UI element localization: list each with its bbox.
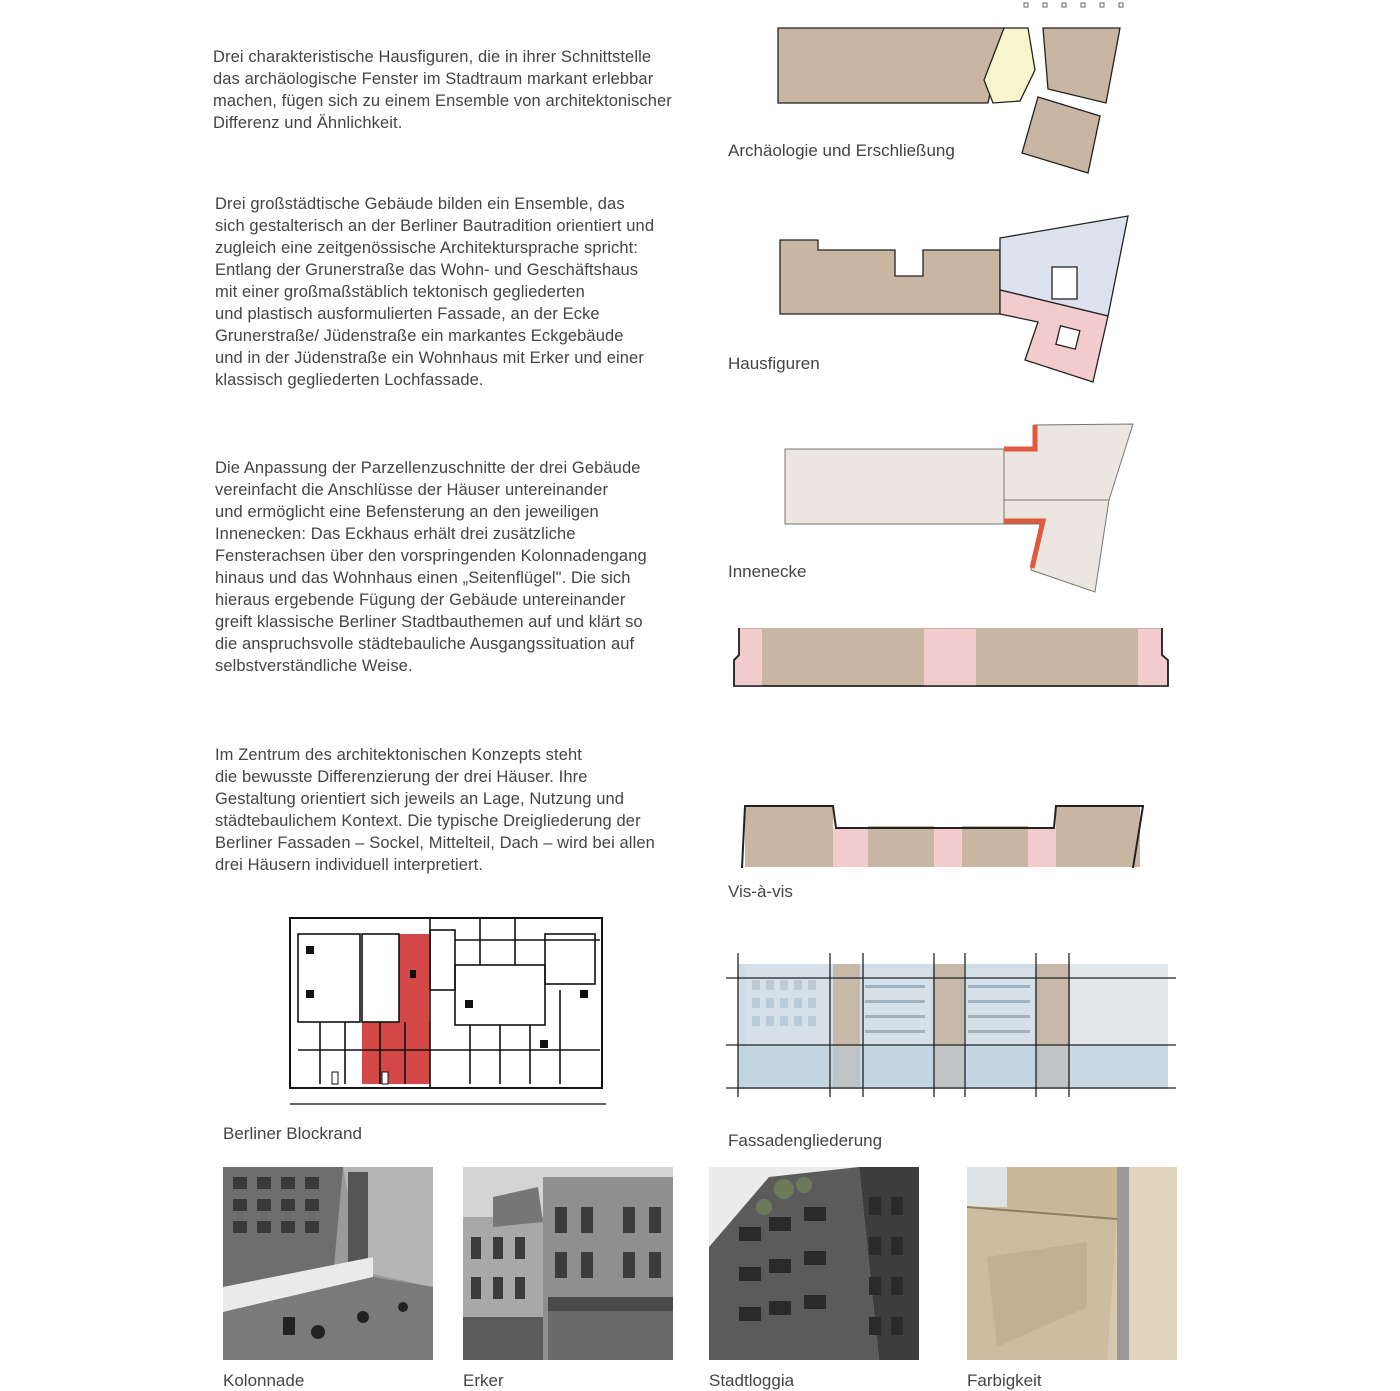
caption-farbigkeit: Farbigkeit xyxy=(967,1371,1042,1390)
caption-inner-corner: Innenecke xyxy=(728,562,807,581)
photo-erker xyxy=(463,1167,673,1360)
paragraph-parcel: Die Anpassung der Parzellenzuschnitte der drei Gebäude vereinfacht die Anschlüsse der Häuser untereinander und ermöglicht eine Befensterung an den jeweiligen Innenecken: Das Eckhaus erhält drei zusätzliche Fensterachsen über den vorspringenden Kolonnadengang hinaus und das Wohnhaus einen „Seitenflügel". Die sich hieraus ergebende Fügung der Gebäude untereinander greift klassische Berliner Stadtbauthemen auf und klärt so die anspruchsvolle städtebauliche Ausgangssituation auf selbstverständliche Weise. xyxy=(215,459,647,675)
plan-red-wing xyxy=(399,934,429,1024)
paragraph-ensemble: Drei großstädtische Gebäude bilden ein Ensemble, das sich gestalterisch an der Berliner Bautradition orientiert und zugleich eine zeitgenössische Architektursprache spricht: Entlang der Grunerstraße das Wohn- und Geschäftshaus mit einer großmaßstäblich tektonisch gegliederten und plastisch ausformulierten Fassade, an der Ecke Grunerstraße/ Jüdenstraße ein markantes Eckgebäude und in der Jüdenstraße ein Wohnhaus mit Erker und einer klassisch gegliederten Lochfassade. xyxy=(215,195,655,389)
caption-erker: Erker xyxy=(463,1371,504,1390)
photo-kolonnade xyxy=(223,1167,433,1360)
caption-vis-a-vis: Vis-à-vis xyxy=(728,882,793,901)
photo-farbigkeit xyxy=(967,1167,1177,1360)
paragraph-intro: Drei charakteristische Hausfiguren, die in ihrer Schnittstelle das archäologische Fenster im Stadtraum markant erlebbar machen, fügen sich zu einem Ensemble von architektonischer Differenz und Ähnlichkeit. xyxy=(213,48,672,132)
caption-archaeology: Archäologie und Erschließung xyxy=(728,141,955,160)
caption-facade-structure: Fassadengliederung xyxy=(728,1131,883,1150)
photo-stadtloggia xyxy=(709,1167,919,1360)
paragraph-concept: Im Zentrum des architektonischen Konzepts steht die bewusste Differenzierung der drei Häuser. Ihre Gestaltung orientiert sich jeweils an Lage, Nutzung und städtebaulichem Kontext. Die typische Dreigliederung der Berliner Fassaden – Sockel, Mittelteil, Dach – wird bei allen drei Häusern individuell interpretiert. xyxy=(215,746,655,874)
caption-house-figures: Hausfiguren xyxy=(728,354,820,373)
caption-kolonnade: Kolonnade xyxy=(223,1371,305,1390)
caption-block-edge: Berliner Blockrand xyxy=(223,1124,362,1143)
plan-red-front xyxy=(362,1022,430,1084)
caption-stadtloggia: Stadtloggia xyxy=(709,1371,795,1390)
